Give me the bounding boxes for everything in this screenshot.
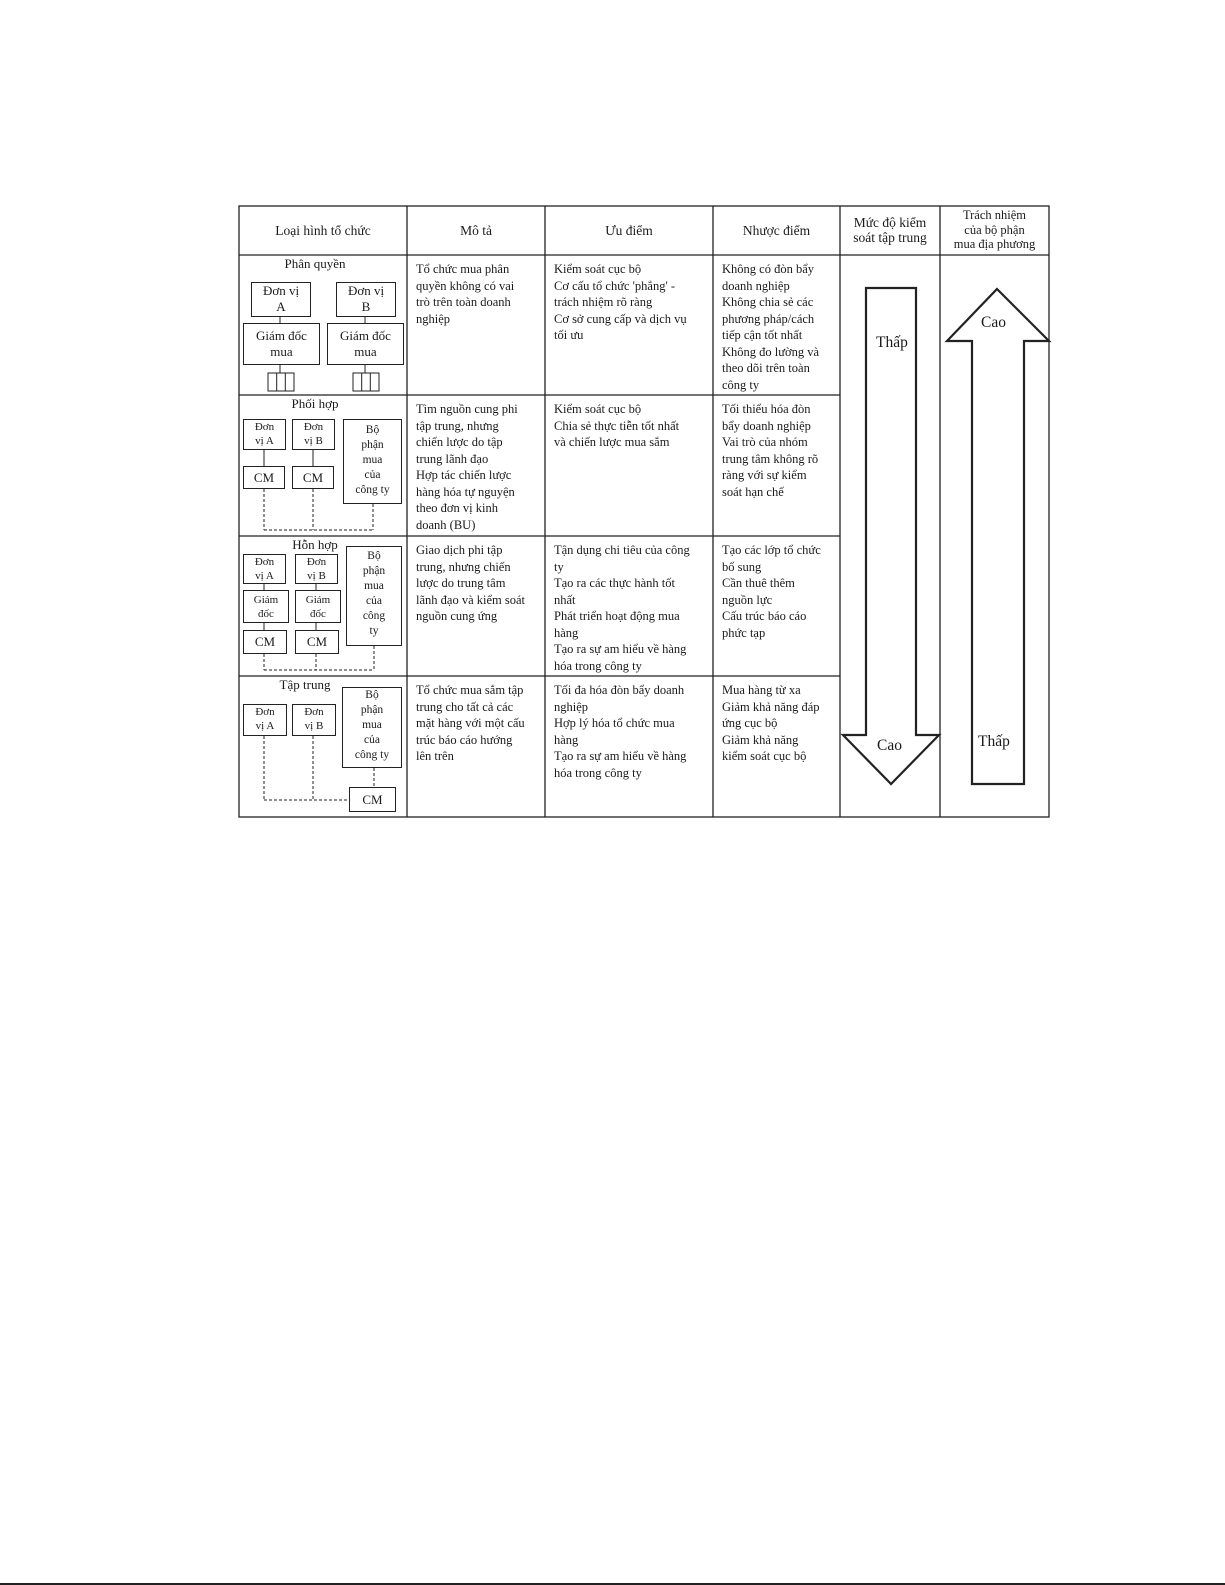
unit-a-box: Đơn vị A — [243, 419, 286, 450]
description-coordinated: Tìm nguồn cung phi tập trung, nhưng chiến lược do tập trung lãnh đạo Hợp tác chiến lược hàng hóa tự nguyện theo đơn vị kinh doanh (BU) — [416, 402, 518, 532]
header-org-type: Loại hình tổ chức — [275, 223, 371, 238]
category-manager-b-box: CM — [295, 630, 339, 654]
local-responsibility-low-label: Thấp — [978, 733, 1010, 750]
disadvantages-hybrid: Tạo các lớp tổ chức bổ sung Cần thuê thêm nguồn lực Cấu trúc báo cáo phức tạp — [722, 543, 821, 640]
local-responsibility-up-arrow — [947, 289, 1049, 784]
corporate-purchasing-box: Bộ phận mua của công ty — [343, 419, 402, 504]
category-manager-a-box: CM — [243, 630, 287, 654]
org-type-decentralized: Phân quyền — [284, 256, 346, 271]
purchasing-director-a-box: Giám đốc mua — [243, 323, 320, 365]
advantages-coordinated: Kiểm soát cục bộ Chia sẻ thực tiễn tốt nhất và chiến lược mua sắm — [554, 402, 680, 449]
central-control-low-label: Thấp — [876, 334, 908, 351]
header-disadvantages: Nhược điểm — [742, 223, 811, 238]
disadvantages-centralized: Mua hàng từ xa Giảm khả năng đáp ứng cục bộ Giảm khả năng kiểm soát cục bộ — [722, 683, 820, 763]
unit-a-box: Đơn vị A — [243, 554, 286, 584]
category-manager-b-box: CM — [292, 466, 334, 489]
director-b-box: Giám đốc — [295, 590, 341, 623]
description-centralized: Tổ chức mua sắm tập trung cho tất cả các mặt hàng với một cấu trúc báo cáo hướng lên trên — [416, 683, 525, 763]
header-advantages: Ưu điểm — [605, 223, 653, 238]
description-hybrid: Giao dịch phi tập trung, nhưng chiến lược do trung tâm lãnh đạo và kiểm soát nguồn cung ứng — [416, 543, 525, 623]
advantages-centralized: Tối đa hóa đòn bẩy doanh nghiệp Hợp lý hóa tổ chức mua hàng Tạo ra sự am hiểu về hàng hóa trong công ty — [554, 683, 687, 780]
unit-a-box: Đơn vị A — [243, 704, 287, 736]
disadvantages-decentralized: Không có đòn bẩy doanh nghiệp Không chia sẻ các phương pháp/cách tiếp cận tốt nhất Không đo lường và theo dõi trên toàn công ty — [722, 262, 820, 392]
unit-a-box: Đơn vị A — [251, 282, 311, 317]
purchasing-director-b-box: Giám đốc mua — [327, 323, 404, 365]
header-central-control: Mức độ kiểm soát tập trung — [853, 215, 927, 245]
org-type-coordinated: Phối hợp — [291, 396, 339, 411]
disadvantages-coordinated: Tối thiểu hóa đòn bẩy doanh nghiệp Vai trò của nhóm trung tâm không rõ ràng với sự kiểm soát hạn chế — [722, 402, 819, 499]
unit-b-box: Đơn vị B — [292, 704, 336, 736]
org-type-centralized: Tập trung — [279, 677, 331, 692]
corporate-purchasing-box: Bộ phận mua của công ty — [346, 546, 402, 646]
advantages-decentralized: Kiểm soát cục bộ Cơ cấu tổ chức 'phẳng' - trách nhiệm rõ ràng Cơ sở cung cấp và dịch vụ tối ưu — [554, 262, 687, 342]
unit-b-box: Đơn vị B — [295, 554, 338, 584]
org-type-hybrid: Hỗn hợp — [292, 537, 338, 552]
description-decentralized: Tổ chức mua phân quyền không có vai trò trên toàn doanh nghiệp — [416, 262, 515, 326]
director-a-box: Giám đốc — [243, 590, 289, 623]
central-control-high-label: Cao — [877, 737, 902, 754]
category-manager-a-box: CM — [243, 466, 285, 489]
header-description: Mô tả — [460, 223, 492, 238]
unit-b-box: Đơn vị B — [336, 282, 396, 317]
category-manager-box: CM — [349, 787, 396, 812]
central-control-down-arrow — [843, 288, 939, 784]
corporate-purchasing-box: Bộ phận mua của công ty — [342, 687, 402, 768]
advantages-hybrid: Tận dụng chi tiêu của công ty Tạo ra các thực hành tốt nhất Phát triển hoạt động mua hàng Tạo ra sự am hiểu về hàng hóa trong công ty — [554, 543, 690, 673]
local-responsibility-high-label: Cao — [981, 314, 1006, 331]
header-local-responsibility: Trách nhiệm của bộ phận mua địa phương — [953, 208, 1036, 251]
unit-b-box: Đơn vị B — [292, 419, 335, 450]
